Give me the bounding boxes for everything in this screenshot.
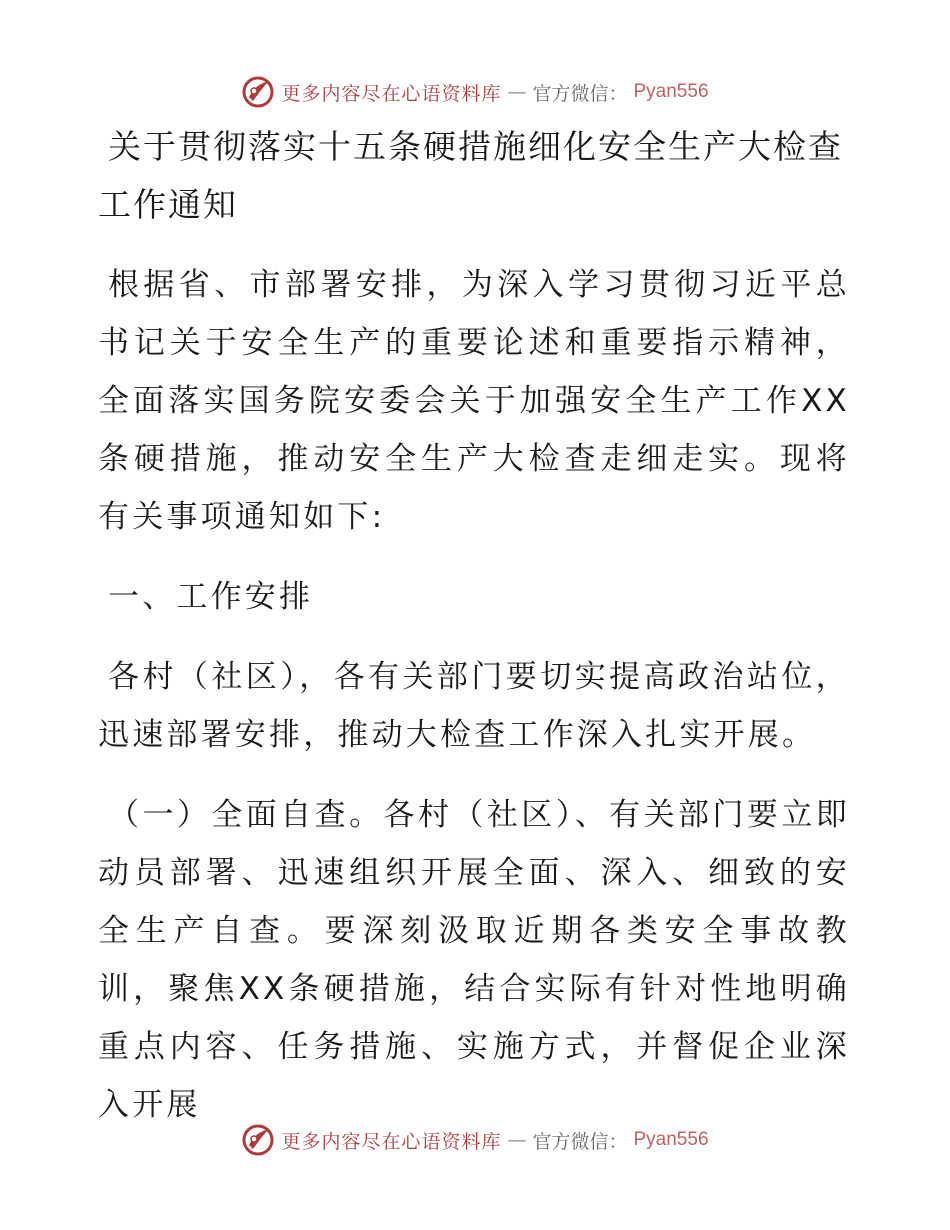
watermark-header	[0, 72, 950, 112]
watermark-brand: 更多内容尽在心语资料库	[281, 82, 502, 105]
section-heading-work-arrangement: 一、工作安排	[108, 579, 314, 615]
watermark-brand: 更多内容尽在心语资料库	[281, 1130, 502, 1153]
document-title: 关于贯彻落实十五条硬措施细化安全生产大检查工作通知	[98, 127, 843, 224]
watermark-wechat-label: 官方微信：	[532, 1130, 628, 1153]
brand-logo-icon	[241, 1123, 275, 1157]
watermark-wechat-id: Pyan556	[633, 1129, 709, 1150]
watermark-separator: —	[507, 1129, 527, 1151]
intro-paragraph: 根据省、市部署安排，为深入学习贯彻习近平总书记关于安全生产的重要论述和重要指示精神，全面落实国务院安委会关于加强安全生产工作XX条硬措施，推动安全生产大检查走细走实。现将有关事项通知如下:	[98, 267, 850, 535]
watermark-wechat-label: 官方微信：	[532, 82, 628, 105]
watermark-wechat-id: Pyan556	[633, 81, 709, 102]
watermark-separator: —	[507, 81, 527, 103]
item-paragraph-self-inspection: （一）全面自查。各村（社区）、有关部门要立即动员部署、迅速组织开展全面、深入、细致的安全生产自查。要深刻汲取近期各类安全事故教训，聚焦XX条硬措施，结合实际有针对性地明确重点内容、任务措施、实施方式，并督促企业深入开展	[98, 797, 850, 1123]
brand-logo-icon	[241, 75, 275, 109]
document-body	[98, 118, 850, 1156]
section-paragraph-work-arrangement: 各村（社区），各有关部门要切实提高政治站位，迅速部署安排，推动大检查工作深入扎实开展。	[98, 659, 850, 753]
watermark-footer	[0, 1120, 950, 1160]
